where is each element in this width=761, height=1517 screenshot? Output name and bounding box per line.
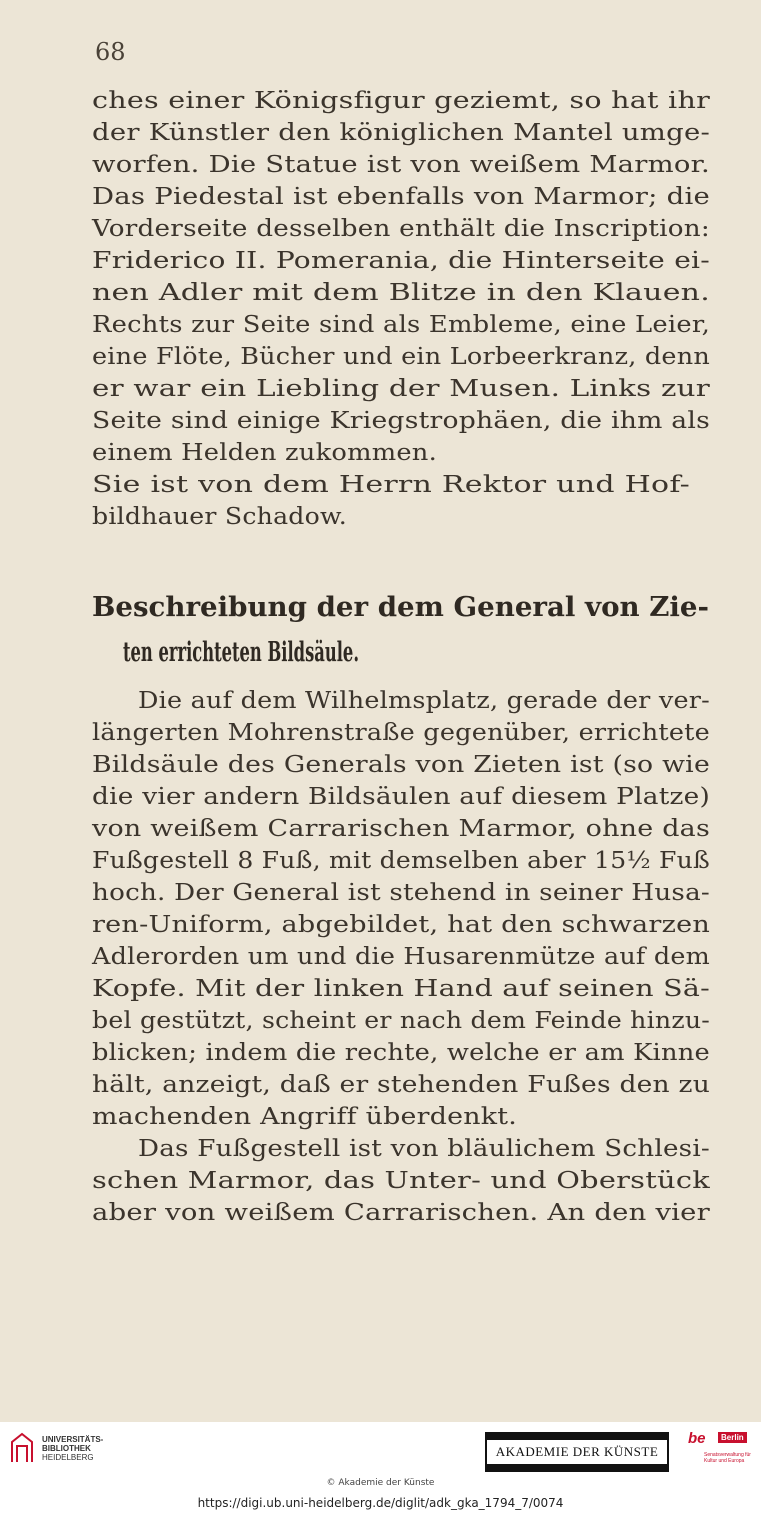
text-line: aber von weißem Carrarischen. An den vier [92,1200,710,1226]
text-line: bel gestützt, scheint er nach dem Feinde hinzu- [92,1008,710,1034]
text-line: blicken; indem die rechte, welche er am Kinne [92,1040,710,1066]
text-line: Bildsäule des Generals von Zieten ist (so wie [92,752,710,778]
page-url[interactable]: https://digi.ub.uni-heidelberg.de/diglit/adk_gka_1794_7/0074 [197,1496,564,1510]
text-line: bildhauer Schadow. [92,504,347,530]
text-line: er war ein Liebling der Musen. Links zur [92,376,710,402]
berlin-badge: Berlin [718,1432,747,1443]
text-line: Das Fußgestell ist von bläulichem Schlesi- [138,1136,710,1162]
text-line: Kopfe. Mit der linken Hand auf seinen Sä- [92,976,710,1002]
text-line: eine Flöte, Bücher und ein Lorbeerkranz, denn [92,344,710,370]
ub-line-3: HEIDELBERG [42,1452,94,1462]
heading-line: Beschreibung der dem General von Zie- [92,592,709,623]
text-line: Seite sind einige Kriegstrophäen, die ihm als [92,408,710,434]
text-line: Sie ist von dem Herrn Rektor und Hof- [92,472,690,498]
text-line: Adlerorden um und die Husarenmütze auf dem [92,944,710,970]
ub-heidelberg-logo[interactable] [10,1432,103,1464]
text-line: ches einer Königsfigur geziemt, so hat ihr [92,88,710,114]
adk-label: AKADEMIE DER KÜNSTE [487,1440,668,1464]
text-line: hoch. Der General ist stehend in seiner Husa- [92,880,710,906]
library-seal-icon [10,1432,34,1464]
ub-line-1: UNIVERSITÄTS- [42,1434,104,1444]
text-line: worfen. Die Statue ist von weißem Marmor. [92,152,710,178]
text-line: hält, anzeigt, daß er stehenden Fußes den zu [92,1072,710,1098]
text-line: Die auf dem Wilhelmsplatz, gerade der ver- [138,688,710,714]
text-line: der Künstler den königlichen Mantel umge- [92,120,710,146]
akademie-der-kuenste-logo[interactable] [485,1432,669,1472]
berlin-be-text: be [688,1430,706,1447]
text-line: Rechts zur Seite sind als Embleme, eine Leier, [92,312,710,338]
berlin-subtext: Senatsverwaltung für Kultur und Europa [704,1452,751,1464]
text-line: von weißem Carrarischen Marmor, ohne das [92,816,710,842]
ub-line-2: BIBLIOTHEK [42,1443,91,1453]
text-line: längerten Mohrenstraße gegenüber, errichtete [92,720,710,746]
text-line: einem Helden zukommen. [92,440,437,466]
berlin-logo[interactable] [688,1430,752,1474]
text-line: machenden Angriff überdenkt. [92,1104,517,1130]
text-line: schen Marmor, das Unter- und Oberstück [92,1168,710,1194]
page-number: 68 [95,38,126,66]
text-line: ren-Uniform, abgebildet, hat den schwarzen [92,912,710,938]
text-line: Das Piedestal ist ebenfalls von Marmor; die [92,184,710,210]
text-line: Vorderseite desselben enthält die Inscription: [92,216,710,242]
text-line: die vier andern Bildsäulen auf diesem Platze) [92,784,710,810]
viewer-footer [0,1422,761,1517]
copyright-text: © Akademie der Künste [326,1478,435,1488]
text-line: Fußgestell 8 Fuß, mit demselben aber 15½ Fuß [92,848,710,874]
heading-line: ten errichteten Bildsäule. [123,637,359,668]
text-line: nen Adler mit dem Blitze in den Klauen. [92,280,710,306]
text-line: Friderico II. Pomerania, die Hinterseite ei- [92,248,710,274]
